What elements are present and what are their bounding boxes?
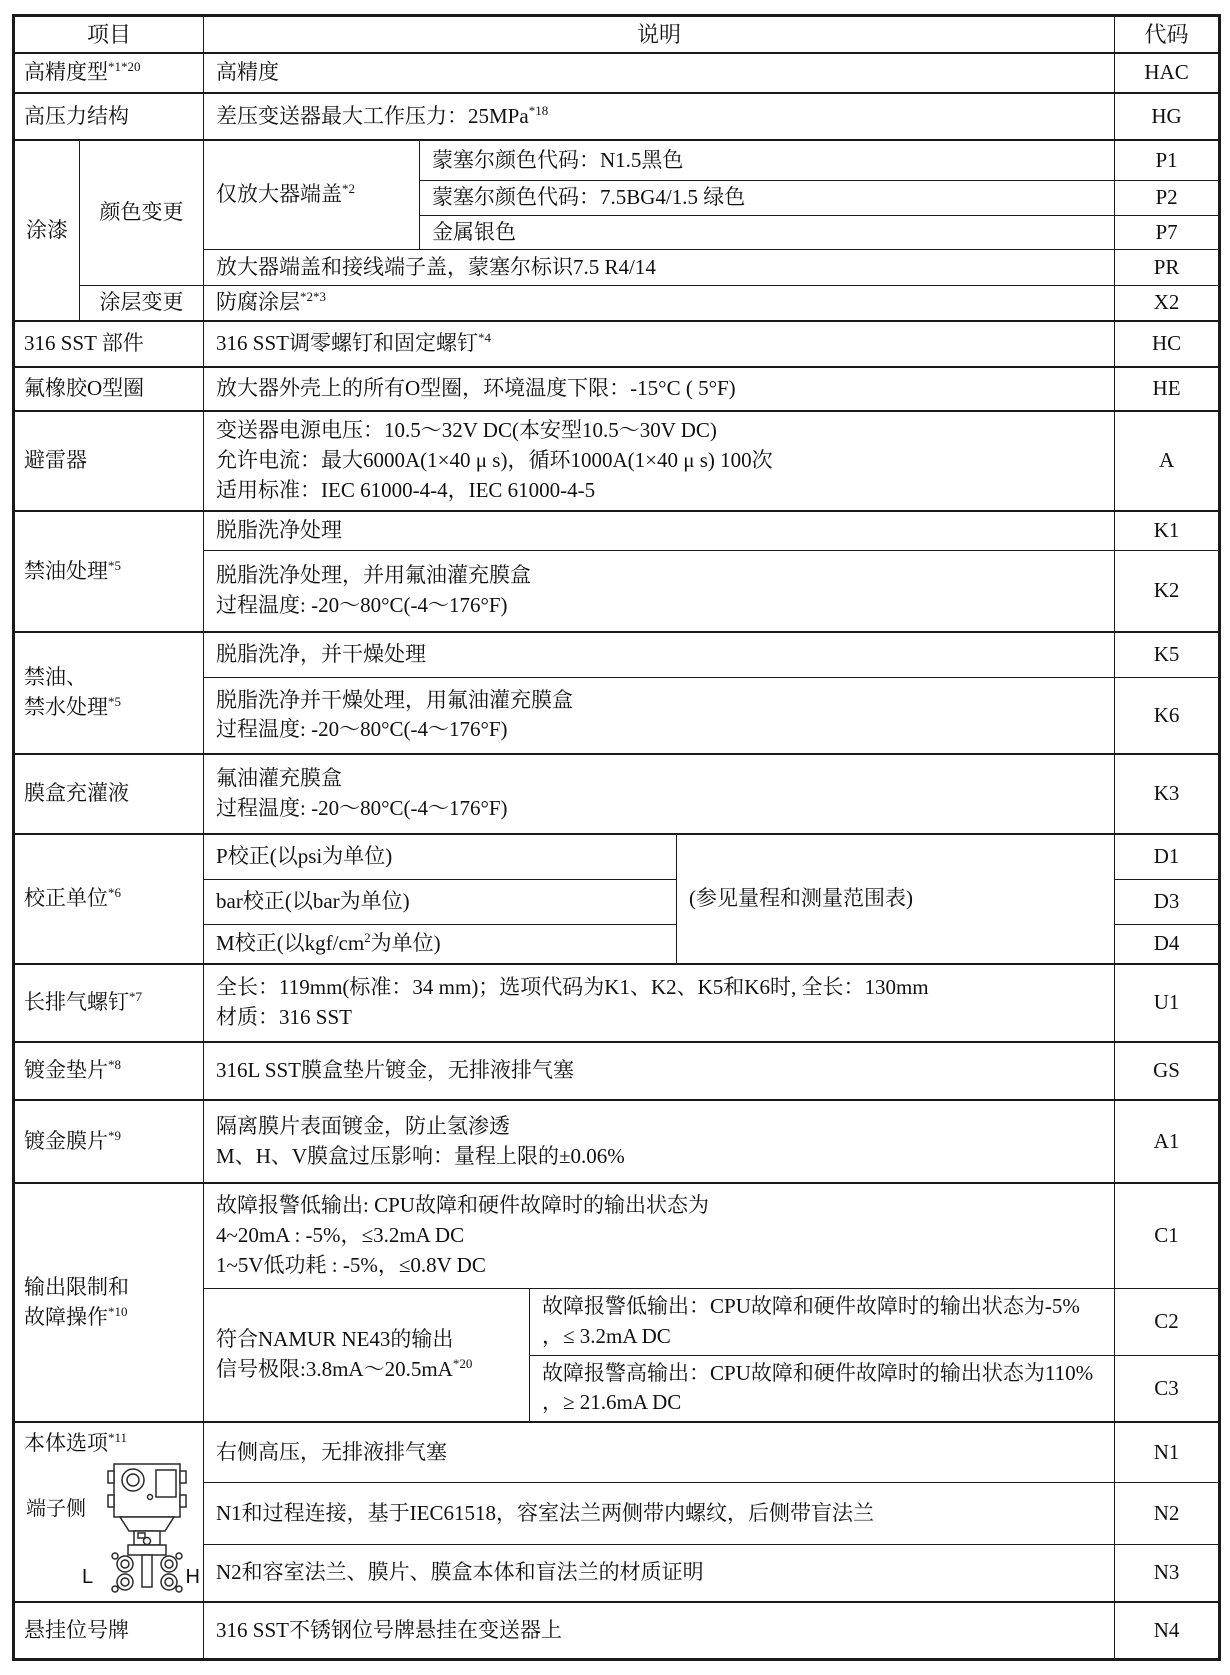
cell-item-hg: 高压力结构 (14, 93, 204, 140)
cell-code-n3: N3 (1115, 1544, 1220, 1602)
cell-code-d1: D1 (1115, 834, 1220, 879)
cell-code-k5: K5 (1115, 632, 1220, 677)
cell-desc-n1: 右侧高压，无排液排气塞 (204, 1422, 1115, 1483)
cell-desc-hc: 316 SST调零螺钉和固定螺钉$^{*4}$ (204, 321, 1115, 367)
header-item: 项目 (14, 16, 204, 54)
cell-desc-n2: N1和过程连接，基于IEC61518，容室法兰两侧带内螺纹，后侧带盲法兰 (204, 1483, 1115, 1545)
row-hc (14, 321, 1220, 367)
cell-desc-c1: 故障报警低输出: CPU故障和硬件故障时的输出状态为 4~20mA : -5%，≤3.2mA DC 1~5V低功耗 : -5%，≤0.8V DC (204, 1183, 1115, 1288)
footnote-ref: *4 (477, 330, 491, 346)
cell-desc-hg: 差压变送器最大工作压力：25MPa$^{*18}$ (204, 93, 1115, 140)
cell-desc-x2: 防腐涂层$^{*2*3}$ (204, 286, 1115, 321)
cell-code-n2: N2 (1115, 1483, 1220, 1545)
row-k1 (14, 511, 1220, 550)
cell-code-k2: K2 (1115, 550, 1220, 632)
footnote-ref: *6 (108, 885, 121, 901)
cell-item-n4: 悬挂位号牌 (14, 1602, 204, 1660)
cell-code-d4: D4 (1115, 924, 1220, 964)
footnote-ref: *2 (342, 181, 356, 197)
cell-item-he: 氟橡胶O型圈 (14, 367, 204, 411)
cell-desc-hac: 高精度 (204, 53, 1115, 93)
row-x2 (14, 286, 1220, 321)
cell-item-calib: 校正单位$^{*6}$ (14, 834, 204, 964)
row-k3 (14, 754, 1220, 834)
cell-coating-change: 涂层变更 (80, 286, 204, 321)
cell-desc-p1: 蒙塞尔颜色代码：N1.5黑色 (420, 140, 1115, 180)
footnote-ref: *1*20 (108, 59, 141, 75)
cell-code-k1: K1 (1115, 511, 1220, 550)
row-u1 (14, 964, 1220, 1042)
cell-code-he: HE (1115, 367, 1220, 411)
cell-code-pr: PR (1115, 250, 1220, 286)
footnote-ref: *18 (528, 102, 549, 118)
row-a (14, 411, 1220, 511)
cell-code-x2: X2 (1115, 286, 1220, 321)
row-c1 (14, 1183, 1220, 1288)
header-desc: 说明 (204, 16, 1115, 54)
cell-item-gs: 镀金垫片$^{*8}$ (14, 1042, 204, 1100)
footnote-ref: *10 (108, 1303, 128, 1319)
cell-item-paint: 涂漆 (14, 140, 80, 321)
cell-desc-k1: 脱脂洗净处理 (204, 511, 1115, 550)
row-hac (14, 53, 1220, 93)
cell-code-c3: C3 (1115, 1355, 1220, 1422)
cell-item-k-oil: 禁油处理$^{*5}$ (14, 511, 204, 632)
cell-code-hg: HG (1115, 93, 1220, 140)
cell-code-hac: HAC (1115, 53, 1220, 93)
cell-code-c1: C1 (1115, 1183, 1220, 1288)
cell-item-output-limit: 输出限制和 故障操作$^{*10}$ (14, 1183, 204, 1422)
cell-item-body-option (14, 1422, 204, 1602)
table-header-row (14, 16, 1220, 54)
cell-code-c2: C2 (1115, 1288, 1220, 1355)
cell-desc-pr: 放大器端盖和接线端子盖，蒙塞尔标识7.5 R4/14 (204, 250, 1115, 286)
footnote-ref: *11 (108, 1430, 128, 1446)
cell-code-hc: HC (1115, 321, 1220, 367)
header-code: 代码 (1115, 16, 1220, 54)
cell-desc-k3: 氟油灌充膜盒 过程温度: -20～80°C(-4～176°F) (204, 754, 1115, 834)
cell-desc-a1: 隔离膜片表面镀金，防止氢渗透 M、H、V膜盒过压影响：量程上限的±0.06% (204, 1100, 1115, 1183)
cell-code-p7: P7 (1115, 215, 1220, 250)
high-side-label: H (185, 1565, 200, 1588)
cell-desc-d1: P校正(以psi为单位) (204, 834, 677, 879)
cell-code-p2: P2 (1115, 180, 1220, 215)
cell-desc-p2: 蒙塞尔颜色代码：7.5BG4/1.5 绿色 (420, 180, 1115, 215)
transmitter-drawing (24, 1461, 202, 1599)
row-p1 (14, 140, 1220, 180)
row-gs (14, 1042, 1220, 1100)
cell-desc-c3: 故障报警高输出：CPU故障和硬件故障时的输出状态为110% ，≥ 21.6mA DC (530, 1355, 1115, 1422)
cell-code-k6: K6 (1115, 677, 1220, 754)
cell-code-p1: P1 (1115, 140, 1220, 180)
cell-item-k-oil-water: 禁油、 禁水处理$^{*5}$ (14, 632, 204, 754)
row-n4 (14, 1602, 1220, 1660)
footnote-ref: *5 (108, 557, 121, 573)
cell-item-hac: 高精度型$^{*1*20}$ (14, 53, 204, 93)
cell-desc-u1: 全长：119mm(标准：34 mm)；选项代码为K1、K2、K5和K6时, 全长：130mm 材质：316 SST (204, 964, 1115, 1042)
terminal-side-label: 端子侧 (26, 1497, 86, 1520)
cell-desc-a: 变送器电源电压：10.5～32V DC(本安型10.5～30V DC) 允许电流：最大6000A(1×40 μ s)，循环1000A(1×40 μ s) 100次 适用标准：IEC 61000-4-4，IEC 61000-4-5 (204, 411, 1115, 511)
footnote-ref: *9 (108, 1127, 121, 1143)
cell-item-u1: 长排气螺钉$^{*7}$ (14, 964, 204, 1042)
footnote-ref: *7 (129, 989, 142, 1005)
cell-code-n4: N4 (1115, 1602, 1220, 1660)
row-hg (14, 93, 1220, 140)
cell-desc-k5: 脱脂洗净，并干燥处理 (204, 632, 1115, 677)
row-he (14, 367, 1220, 411)
cell-desc-p7: 金属银色 (420, 215, 1115, 250)
row-n1 (14, 1422, 1220, 1483)
row-d1 (14, 834, 1220, 879)
cell-calib-note: (参见量程和测量范围表) (677, 834, 1115, 964)
cell-code-n1: N1 (1115, 1422, 1220, 1483)
cell-desc-n3: N2和容室法兰、膜片、膜盒本体和盲法兰的材质证明 (204, 1544, 1115, 1602)
cell-item-a: 避雷器 (14, 411, 204, 511)
cell-item-k3: 膜盒充灌液 (14, 754, 204, 834)
cell-code-k3: K3 (1115, 754, 1220, 834)
row-a1 (14, 1100, 1220, 1183)
cell-desc-k6: 脱脂洗净并干燥处理，用氟油灌充膜盒 过程温度: -20～80°C(-4～176°F) (204, 677, 1115, 754)
cell-amp-cover: 仅放大器端盖$^{*2}$ (204, 140, 420, 250)
superscript-2: 2 (364, 930, 371, 946)
low-side-label: L (82, 1565, 94, 1588)
footnote-ref: *20 (452, 1355, 473, 1371)
cell-desc-c2: 故障报警低输出：CPU故障和硬件故障时的输出状态为-5% ，≤ 3.2mA DC (530, 1288, 1115, 1355)
cell-code-gs: GS (1115, 1042, 1220, 1100)
cell-code-a1: A1 (1115, 1100, 1220, 1183)
cell-namur: 符合NAMUR NE43的输出 信号极限$:3.8mA\sim 20.5mA^{*20}$ (204, 1288, 530, 1422)
footnote-ref: *2*3 (300, 289, 327, 305)
row-k5 (14, 632, 1220, 677)
cell-code-a: A (1115, 411, 1220, 511)
cell-desc-he: 放大器外壳上的所有O型圈，环境温度下限：-15°C ( 5°F) (204, 367, 1115, 411)
cell-desc-d4: M校正(以kgf/$cm^2$为单位) (204, 924, 677, 964)
cell-desc-d3: bar校正(以bar为单位) (204, 879, 677, 924)
cell-item-hc: 316 SST 部件 (14, 321, 204, 367)
footnote-ref: *8 (108, 1057, 121, 1073)
cell-desc-k2: 脱脂洗净处理，并用氟油灌充膜盒 过程温度: -20～80°C(-4～176°F) (204, 550, 1115, 632)
cell-code-d3: D3 (1115, 879, 1220, 924)
cell-item-a1: 镀金膜片$^{*9}$ (14, 1100, 204, 1183)
footnote-ref: *5 (108, 694, 121, 710)
body-option-label: 本体选项$^{*11}$ (24, 1430, 128, 1456)
cell-desc-n4: 316 SST不锈钢位号牌悬挂在变送器上 (204, 1602, 1115, 1660)
options-spec-table (12, 14, 1221, 1661)
cell-desc-gs: 316L SST膜盒垫片镀金，无排液排气塞 (204, 1042, 1115, 1100)
cell-color-change: 颜色变更 (80, 140, 204, 286)
cell-code-u1: U1 (1115, 964, 1220, 1042)
